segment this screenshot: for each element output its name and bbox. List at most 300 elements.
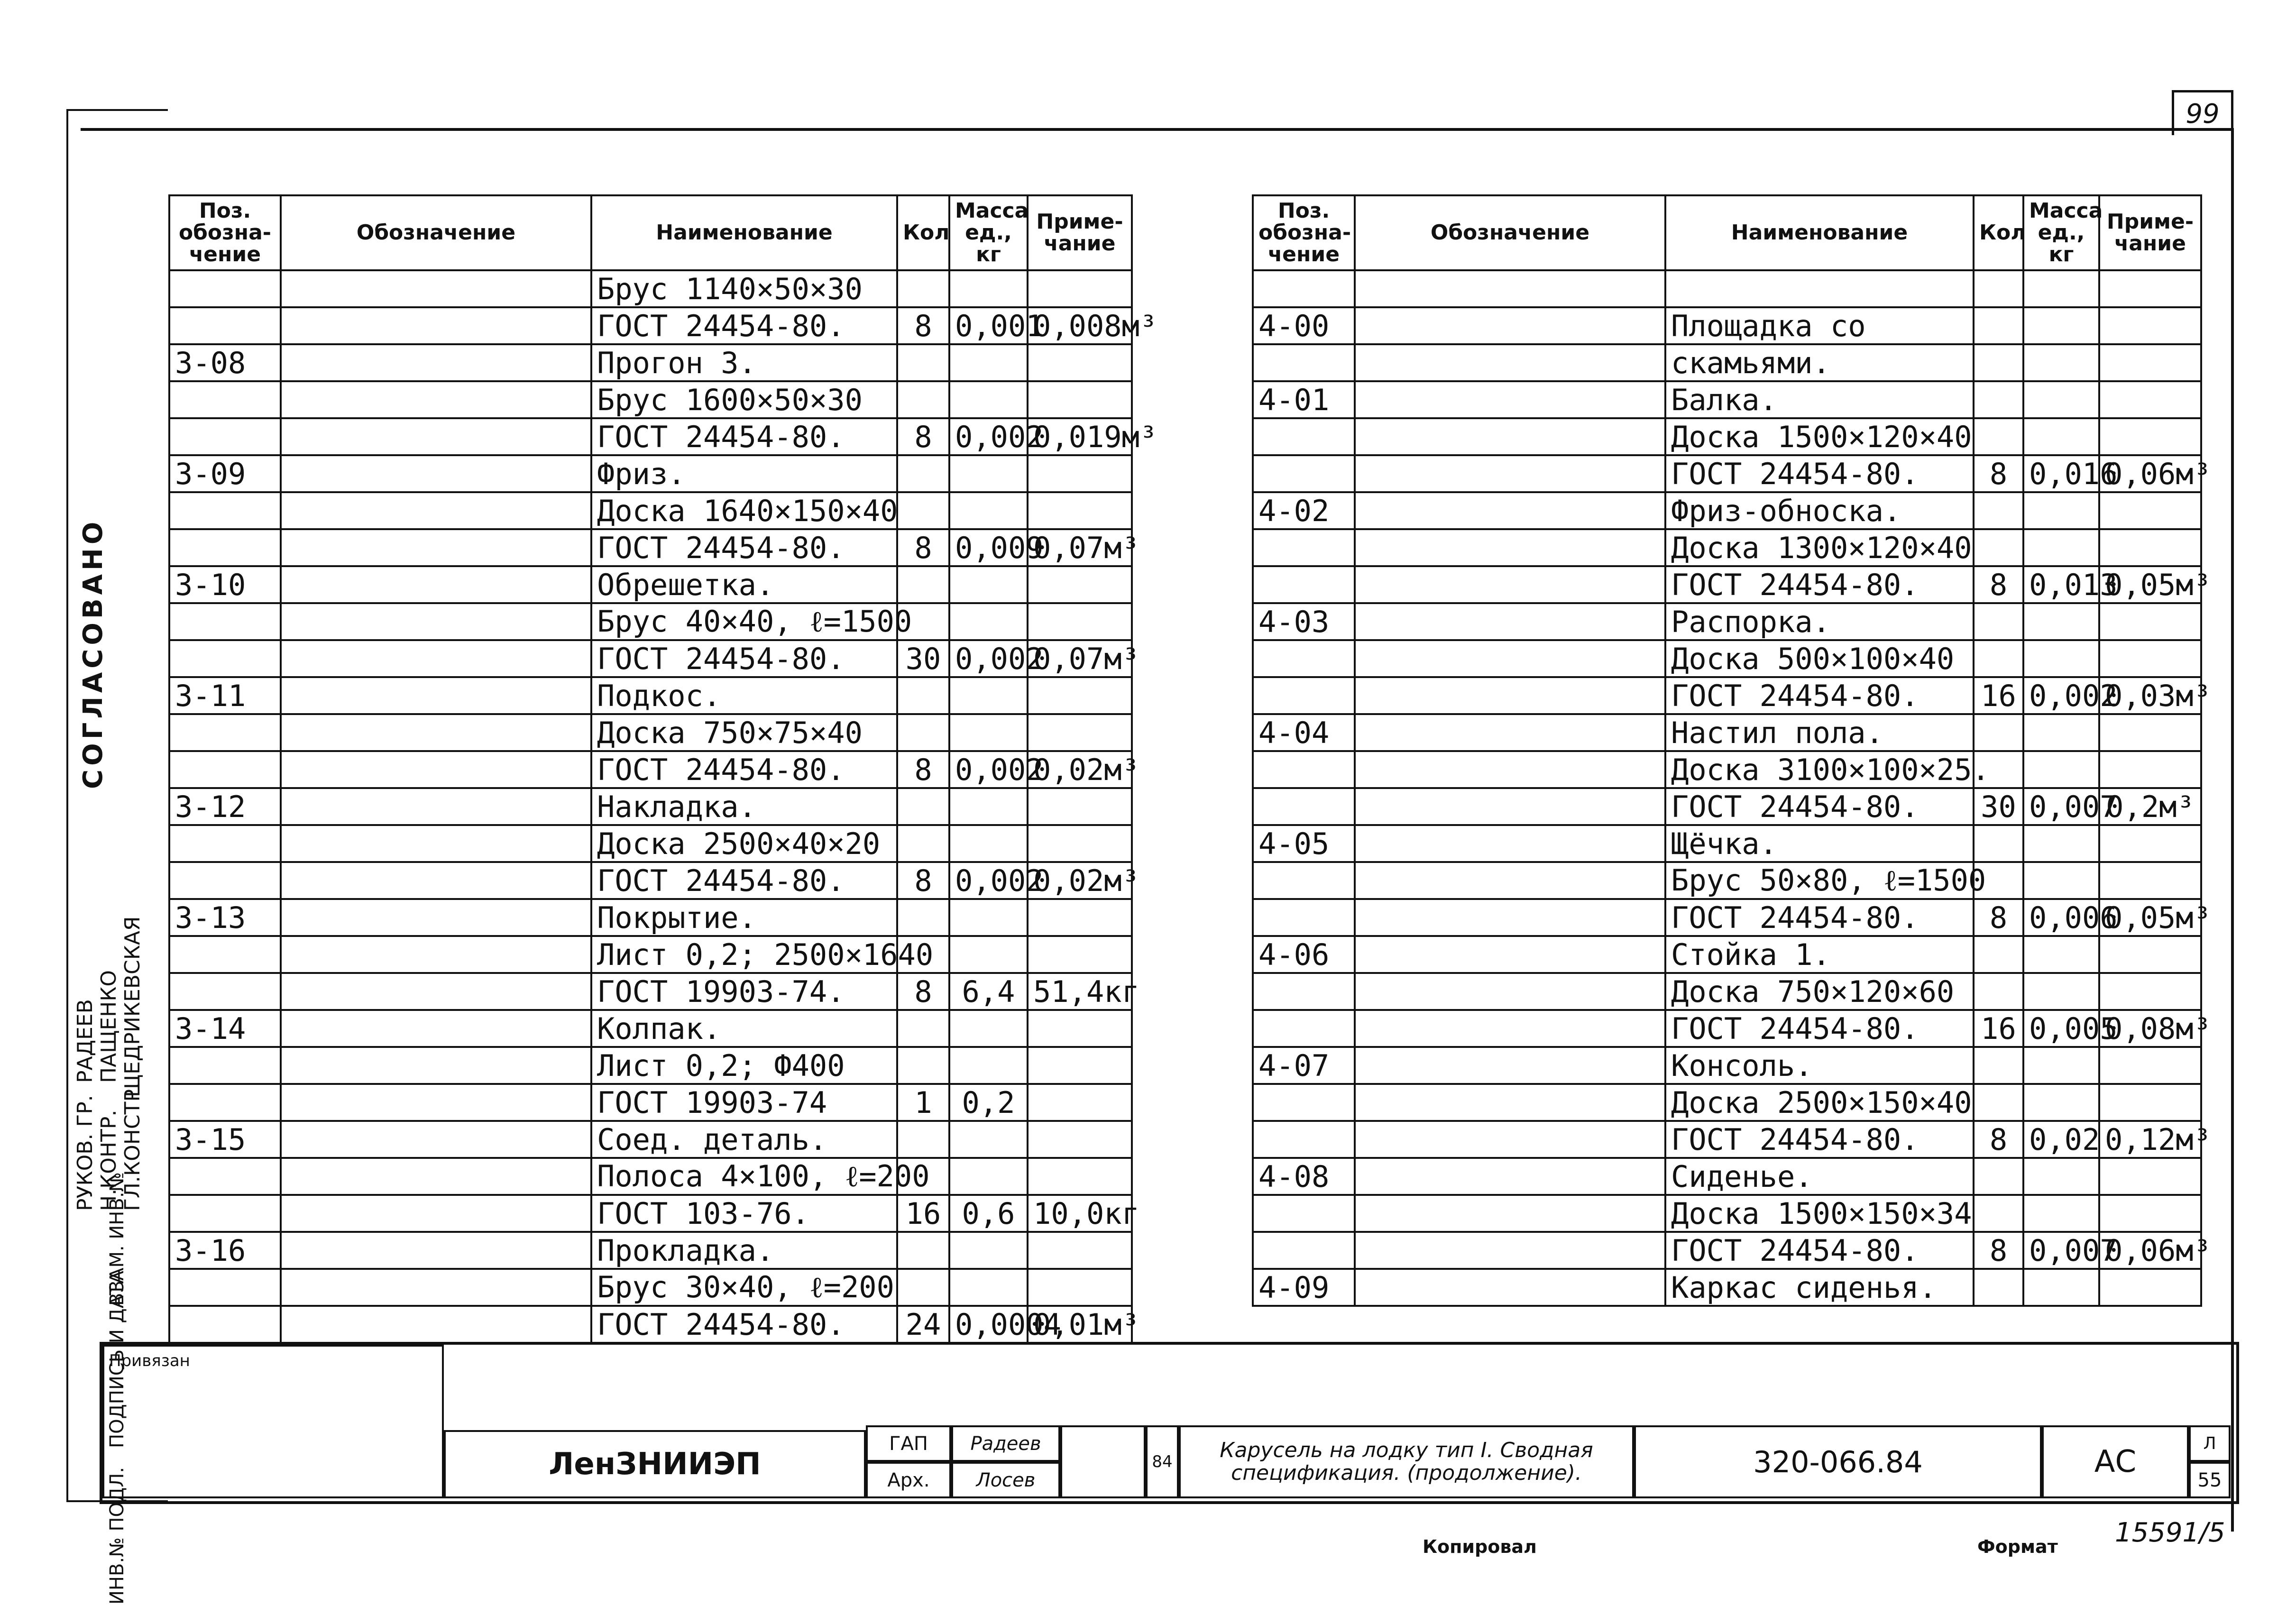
designation-cell [281,418,591,455]
mass-cell [2023,307,2099,344]
qty-cell: 24 [897,1306,949,1343]
position-cell [1253,1195,1355,1232]
designation-cell [281,714,591,751]
header-pos: Поз. обозна- чение [169,195,281,270]
table-row [1253,492,2201,529]
position-cell [169,418,281,455]
note-cell: 0,12м³ [2099,1121,2201,1158]
mass-cell [949,788,1028,825]
mass-cell [2023,714,2099,751]
designation-cell [1355,640,1665,677]
table-row [169,788,1132,825]
name-cell: Доска 3100×100×25. [1665,751,1974,788]
table-row [1253,1047,2201,1084]
qty-cell: 8 [1974,1121,2023,1158]
designation-cell [1355,1010,1665,1047]
header-pos: Поз. обозна- чение [1253,195,1355,270]
mass-cell: 0,6 [949,1195,1028,1232]
qty-cell [897,1269,949,1306]
table-row [169,529,1132,566]
name-cell: Брус 1600×50×30 [591,381,897,418]
note-cell [1028,936,1132,973]
name-cell: Обрешетка. [591,566,897,603]
designation-cell [1355,973,1665,1010]
table-row [169,862,1132,899]
note-cell [2099,1047,2201,1084]
qty-cell [1974,936,2023,973]
table-row [1253,1269,2201,1306]
mass-cell: 0,007 [2023,1232,2099,1269]
designation-cell [1355,936,1665,973]
name-cell: Сиденье. [1665,1158,1974,1195]
qty-cell: 1 [897,1084,949,1121]
position-cell: 4-07 [1253,1047,1355,1084]
name-cell: Подкос. [591,677,897,714]
mass-cell [949,455,1028,492]
name-cell: ГОСТ 19903-74 [591,1084,897,1121]
note-cell [1028,492,1132,529]
table-row [169,270,1132,307]
mass-cell [949,270,1028,307]
designation-cell [281,307,591,344]
qty-cell: 8 [897,973,949,1010]
name-cell: Доска 500×100×40 [1665,640,1974,677]
position-cell [1253,529,1355,566]
table-row [1253,307,2201,344]
designation-cell [1355,862,1665,899]
note-cell [1028,1121,1132,1158]
note-cell: 0,06м³ [2099,455,2201,492]
designation-cell [281,640,591,677]
position-cell [169,1158,281,1195]
table-row [169,603,1132,640]
designation-cell [281,936,591,973]
table-row [169,899,1132,936]
qty-cell [897,899,949,936]
position-cell: 3-08 [169,344,281,381]
position-cell [169,825,281,862]
designation-cell [1355,1047,1665,1084]
qty-cell: 16 [897,1195,949,1232]
designation-cell [281,492,591,529]
name-cell: Фриз. [591,455,897,492]
frame-top-line [81,128,2233,131]
note-cell: 0,02м³ [1028,751,1132,788]
position-cell: 3-14 [169,1010,281,1047]
note-cell: 0,07м³ [1028,640,1132,677]
position-cell: 4-02 [1253,492,1355,529]
qty-cell [1974,1084,2023,1121]
note-cell [1028,455,1132,492]
note-cell: 0,08м³ [2099,1010,2201,1047]
name-cell: ГОСТ 24454-80. [1665,677,1974,714]
name-cell: Соед. деталь. [591,1121,897,1158]
note-cell [2099,1084,2201,1121]
note-cell [2099,307,2201,344]
note-cell: 10,0кг [1028,1195,1132,1232]
mass-cell [949,1158,1028,1195]
qty-cell [897,677,949,714]
position-cell [169,492,281,529]
mass-cell [2023,640,2099,677]
spec-table-left [168,194,1157,1344]
designation-cell [281,1158,591,1195]
designation-cell [281,270,591,307]
designation-cell [281,381,591,418]
name-cell: Лист 0,2; 2500×1640 [591,936,897,973]
mass-cell [2023,751,2099,788]
qty-cell: 8 [897,751,949,788]
table-row [1253,973,2201,1010]
mass-cell: 0,001 [949,307,1028,344]
note-cell: 0,019м³ [1028,418,1132,455]
mass-cell [2023,418,2099,455]
mass-cell: 0,007 [2023,788,2099,825]
mass-cell [2023,1158,2099,1195]
position-cell [1253,899,1355,936]
mass-cell [949,603,1028,640]
name-cell: ГОСТ 24454-80. [591,640,897,677]
mass-cell [949,936,1028,973]
position-cell [1253,751,1355,788]
mass-cell: 0,016 [2023,455,2099,492]
signature-cell [1060,1425,1146,1498]
mass-cell [949,1047,1028,1084]
name-cell: Каркас сиденья. [1665,1269,1974,1306]
note-cell: 0,06м³ [2099,1232,2201,1269]
note-cell [1028,1269,1132,1306]
mass-cell: 0,02 [2023,1121,2099,1158]
designation-cell [281,1306,591,1343]
name-cell [1665,270,1974,307]
table-row [1253,603,2201,640]
position-cell: 4-05 [1253,825,1355,862]
mass-cell [949,714,1028,751]
table-row [169,1232,1132,1269]
position-cell [169,751,281,788]
designation-cell [281,862,591,899]
position-cell [169,270,281,307]
designation-cell [281,455,591,492]
note-cell [2099,640,2201,677]
mass-cell [2023,1195,2099,1232]
position-cell: 3-11 [169,677,281,714]
qty-cell [897,1232,949,1269]
mass-cell: 0,002 [949,751,1028,788]
position-cell [1253,862,1355,899]
position-cell: 4-03 [1253,603,1355,640]
table-row [169,1269,1132,1306]
designation-cell [281,677,591,714]
designation-cell [1355,603,1665,640]
position-cell [169,1195,281,1232]
note-cell [1028,566,1132,603]
table-row [169,455,1132,492]
table-row [169,714,1132,751]
position-cell [169,1269,281,1306]
designation-cell [1355,566,1665,603]
table-row [169,751,1132,788]
drawing-title: Карусель на лодку тип I. Сводная спецификация. (продолжение). [1179,1425,1634,1498]
mass-cell [2023,270,2099,307]
gap-label: ГАП [866,1425,951,1462]
header-mass: Масса ед., кг [949,195,1028,270]
designation-cell [1355,381,1665,418]
qty-cell [897,1010,949,1047]
name-cell: Доска 750×75×40 [591,714,897,751]
header-note: Приме- чание [2099,195,2201,270]
header-mass: Масса ед., кг [2023,195,2099,270]
name-cell: ГОСТ 24454-80. [1665,1010,1974,1047]
position-cell [169,307,281,344]
name-cell: Брус 30×40, ℓ=200 [591,1269,897,1306]
qty-cell: 30 [897,640,949,677]
position-cell [169,1084,281,1121]
mass-cell [2023,936,2099,973]
stamp-label: ИНВ.№ ПОДЛ. [106,1467,128,1605]
note-cell [2099,1269,2201,1306]
name-cell: Брус 50×80, ℓ=1500 [1665,862,1974,899]
position-cell [1253,788,1355,825]
designation-cell [1355,270,1665,307]
name-cell: Доска 1640×150×40 [591,492,897,529]
note-cell: 0,03м³ [2099,677,2201,714]
table-row [169,640,1132,677]
note-cell [2099,529,2201,566]
position-cell: 4-09 [1253,1269,1355,1306]
designation-cell [281,603,591,640]
name-cell: Фриз-обноска. [1665,492,1974,529]
name-cell: ГОСТ 24454-80. [1665,1121,1974,1158]
position-cell: 4-08 [1253,1158,1355,1195]
mass-cell [949,677,1028,714]
name-cell: Распорка. [1665,603,1974,640]
stamp-label: ВЗАМ. ИНВ.№ [106,1172,128,1306]
mass-cell: 0,2 [949,1084,1028,1121]
arch-name: Лосев [951,1462,1060,1498]
table-row [169,1084,1132,1121]
designation-cell [1355,492,1665,529]
table-row [169,1195,1132,1232]
mass-cell [2023,492,2099,529]
header-qty: Кол [897,195,949,270]
org-name: ЛенЗНИИЭП [444,1430,866,1498]
qty-cell [1974,603,2023,640]
table-row [169,973,1132,1010]
qty-cell: 8 [897,529,949,566]
note-cell [1028,344,1132,381]
qty-cell: 8 [1974,899,2023,936]
note-cell [2099,973,2201,1010]
mass-cell: 0,002 [2023,677,2099,714]
person-name: ЩЕДРИКЕВСКАЯ [120,916,145,1097]
qty-cell [897,825,949,862]
role-label: РУКОВ. ГР. [73,1095,97,1211]
note-cell [2099,418,2201,455]
position-cell: 3-16 [169,1232,281,1269]
designation-cell [281,825,591,862]
attached-label: Привязан [109,1351,190,1370]
position-cell [1253,344,1355,381]
mass-cell [949,1269,1028,1306]
name-cell: Накладка. [591,788,897,825]
position-cell [169,936,281,973]
qty-cell: 8 [897,418,949,455]
mass-cell [949,344,1028,381]
designation-cell [281,1047,591,1084]
position-cell: 3-12 [169,788,281,825]
name-cell: Прогон 3. [591,344,897,381]
designation-cell [1355,1158,1665,1195]
mass-cell [949,899,1028,936]
qty-cell [1974,1269,2023,1306]
table-row [169,418,1132,455]
designation-cell [1355,825,1665,862]
sheet-label: Л [2189,1425,2231,1462]
sheet-no: 55 [2189,1462,2231,1498]
note-cell: 0,05м³ [2099,566,2201,603]
person-name: РАДЕЕВ [73,999,97,1083]
qty-cell [1974,270,2023,307]
qty-cell [897,455,949,492]
position-cell [1253,455,1355,492]
qty-cell [1974,825,2023,862]
mass-cell [2023,1084,2099,1121]
position-cell: 3-15 [169,1121,281,1158]
table-row [1253,1121,2201,1158]
header-designation: Обозначение [1355,195,1665,270]
qty-cell: 8 [1974,455,2023,492]
name-cell: Доска 1500×150×34 [1665,1195,1974,1232]
note-cell [1028,677,1132,714]
table-row [1253,1232,2201,1269]
table-row [1253,751,2201,788]
note-cell: 51,4кг [1028,973,1132,1010]
position-cell [1253,1010,1355,1047]
note-cell [1028,825,1132,862]
mass-cell [949,1232,1028,1269]
name-cell: ГОСТ 19903-74. [591,973,897,1010]
designation-cell [1355,418,1665,455]
drawing-code: 320-066.84 [1634,1425,2042,1498]
name-cell: Лист 0,2; Ф400 [591,1047,897,1084]
mass-cell: 0,002 [949,862,1028,899]
table-header-row [1253,195,2201,270]
name-cell: ГОСТ 24454-80. [1665,899,1974,936]
qty-cell [1974,640,2023,677]
mass-cell [2023,973,2099,1010]
designation-cell [281,344,591,381]
qty-cell [897,1047,949,1084]
designation-cell [1355,1195,1665,1232]
note-cell [1028,1084,1132,1121]
header-name: Наименование [591,195,897,270]
qty-cell: 8 [1974,566,2023,603]
name-cell: Настил пола. [1665,714,1974,751]
note-cell: 0,05м³ [2099,899,2201,936]
qty-cell [1974,1195,2023,1232]
designation-cell [281,788,591,825]
position-cell: 3-09 [169,455,281,492]
name-cell: Колпак. [591,1010,897,1047]
note-cell [1028,714,1132,751]
position-cell [169,1047,281,1084]
qty-cell [897,566,949,603]
mass-cell [949,566,1028,603]
designation-cell [1355,751,1665,788]
position-cell [169,714,281,751]
designation-cell [1355,307,1665,344]
attached-cell [102,1345,444,1498]
table-row [1253,270,2201,307]
qty-cell [1974,973,2023,1010]
note-cell [2099,751,2201,788]
designation-cell [281,566,591,603]
name-cell: ГОСТ 24454-80. [591,418,897,455]
qty-cell [1974,307,2023,344]
name-cell: Доска 1500×120×40 [1665,418,1974,455]
designation-cell [1355,677,1665,714]
gap-name: Радеев [951,1425,1060,1462]
table-row [169,1306,1132,1343]
position-cell: 4-04 [1253,714,1355,751]
mass-cell: 0,002 [949,640,1028,677]
table-row [169,677,1132,714]
designation-cell [281,1121,591,1158]
table-row [169,492,1132,529]
qty-cell [1974,1047,2023,1084]
table-row [169,936,1132,973]
qty-cell: 16 [1974,677,2023,714]
qty-cell: 8 [897,862,949,899]
position-cell [169,862,281,899]
position-cell [169,973,281,1010]
name-cell: Доска 2500×40×20 [591,825,897,862]
name-cell: ГОСТ 24454-80. [591,751,897,788]
note-cell [2099,936,2201,973]
sheet-number: 99 [2172,90,2233,135]
position-cell: 4-06 [1253,936,1355,973]
mass-cell [2023,529,2099,566]
role-label: Н.КОНТР. [97,1110,121,1211]
qty-cell [1974,381,2023,418]
mass-cell [949,492,1028,529]
mass-cell: 0,0004 [949,1306,1028,1343]
position-cell [1253,1084,1355,1121]
spec-table-right [1252,194,2211,1307]
header-designation: Обозначение [281,195,591,270]
mass-cell: 6,4 [949,973,1028,1010]
position-cell [1253,677,1355,714]
qty-cell [897,714,949,751]
name-cell: Доска 2500×150×40 [1665,1084,1974,1121]
footer-copied: Копировал [1423,1536,1537,1557]
mass-cell [2023,862,2099,899]
table-row [1253,1158,2201,1195]
designation-cell [281,899,591,936]
mass-cell [2023,381,2099,418]
position-cell [169,529,281,566]
name-cell: ГОСТ 24454-80. [591,1306,897,1343]
note-cell: 0,07м³ [1028,529,1132,566]
designation-cell [281,1010,591,1047]
designation-cell [1355,344,1665,381]
note-cell [1028,603,1132,640]
date-cell: 84 [1146,1425,1179,1498]
note-cell [2099,344,2201,381]
table-row [1253,418,2201,455]
qty-cell [897,344,949,381]
